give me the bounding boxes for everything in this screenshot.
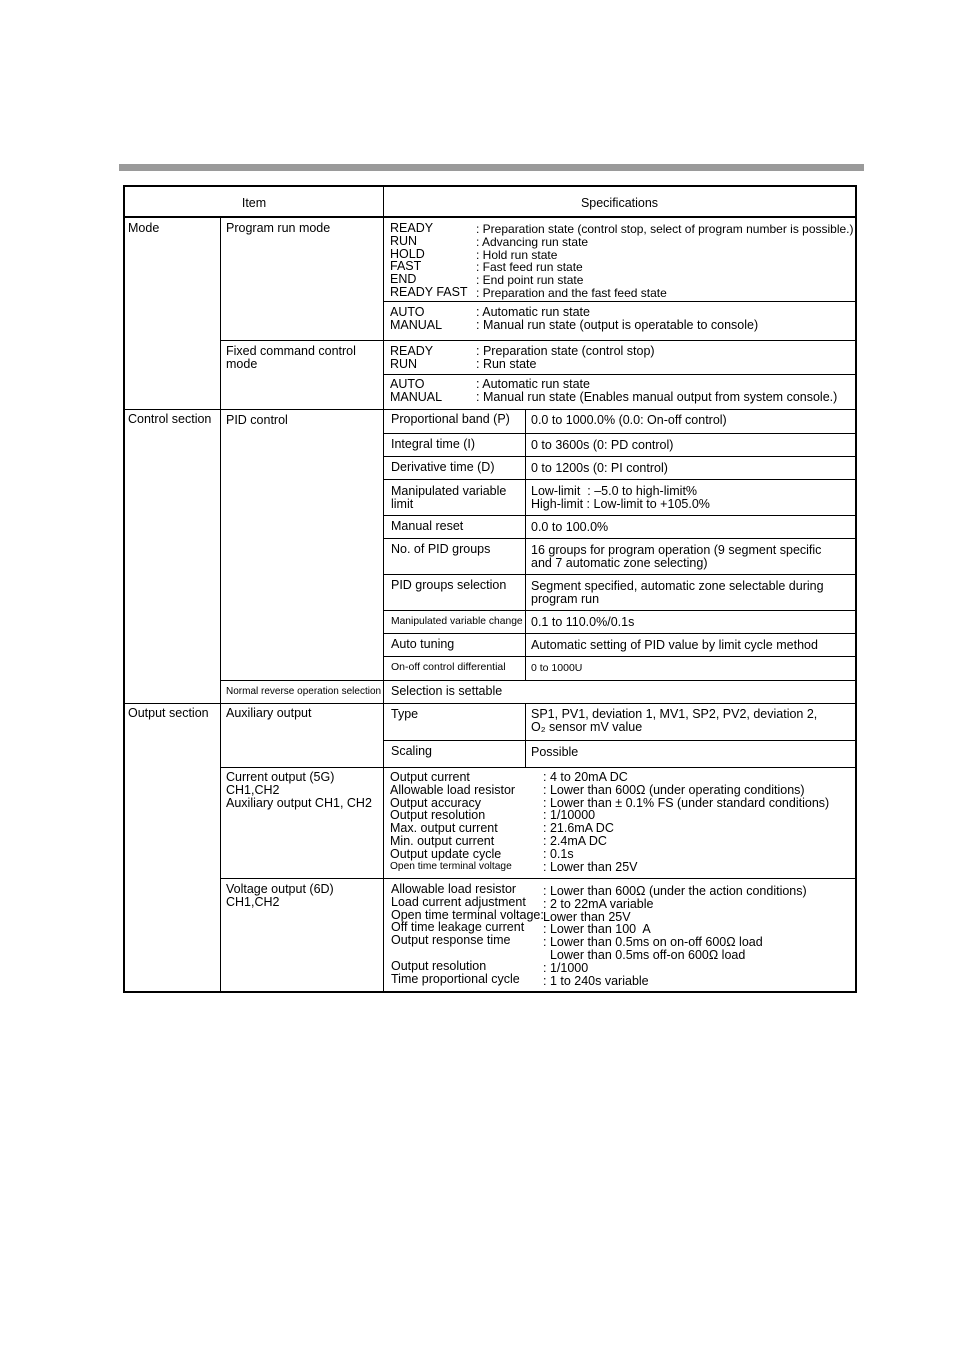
voltage-output-label: Voltage output (6D) CH1,CH2: [226, 882, 334, 909]
program-run-state-keys: READY RUN HOLD FAST END READY FAST: [390, 221, 468, 299]
program-run-auto-values: : Automatic run state : Manual run state (output is operatable to console): [476, 305, 759, 332]
current-output-keys: Output current Allowable load resistor Output accuracy Output resolution Max. output current Min. output current Output update cycle: [390, 770, 516, 861]
type-name: Type: [391, 707, 419, 721]
line: [383, 433, 855, 434]
top-rule: [119, 164, 864, 171]
spec-name: PID groups selection: [391, 578, 507, 592]
spec-name: Manipulated variable limit: [391, 484, 507, 511]
line: [383, 515, 855, 516]
line: [525, 703, 526, 767]
program-run-state-values: : Preparation state (control stop, select of program number is possible.) : Advancing run state : Hold run state : Fast feed run state : End point run state : Preparation and the fast feed state: [476, 222, 854, 300]
line: [383, 479, 855, 480]
spec-value: 0.0 to 1000.0% (0.0: On-off control): [531, 413, 727, 427]
normal-reverse-label: Normal reverse operation selection: [226, 686, 382, 697]
program-run-auto-keys: AUTO MANUAL: [390, 305, 443, 332]
spec-name: No. of PID groups: [391, 542, 491, 556]
line: [383, 740, 855, 741]
fixed-command-auto-keys: AUTO MANUAL: [390, 377, 443, 404]
fixed-command-state-keys: READY RUN: [390, 344, 434, 371]
mode-bottom: [123, 409, 857, 410]
col-divider-1: [220, 218, 221, 991]
line: [220, 680, 855, 681]
spec-value: 0.1 to 110.0%/0.1s: [531, 615, 635, 629]
auxiliary-output-label: Auxiliary output: [226, 706, 312, 720]
header-specifications: Specifications: [580, 196, 659, 210]
spec-name: Proportional band (P): [391, 412, 510, 426]
spec-value: 0 to 1000U: [531, 662, 583, 674]
mode-label: Mode: [128, 221, 160, 235]
spec-value: 0.0 to 100.0%: [531, 520, 609, 534]
scaling-value: Possible: [531, 745, 579, 759]
scaling-name: Scaling: [391, 744, 432, 758]
fixed-command-auto-values: : Automatic run state : Manual run state (Enables manual output from system console.): [476, 377, 838, 404]
type-value: SP1, PV1, deviation 1, MV1, SP2, PV2, deviation 2, O₂ sensor mV value: [531, 707, 818, 734]
spec-name: Auto tuning: [391, 637, 455, 651]
fixed-command-mode-label: Fixed command control mode: [226, 344, 356, 371]
spec-value: Low-limit : –5.0 to high-limit% High-limit : Low-limit to +105.0%: [531, 484, 710, 511]
line: [220, 878, 855, 879]
spec-name: Integral time (I): [391, 437, 476, 451]
line: [383, 610, 855, 611]
voltage-output-keys: Allowable load resistor Load current adjustment Open time terminal voltage: Off time leakage current Output response time Output resolution Time proportional cycle: [391, 882, 544, 986]
spec-value: 0 to 1200s (0: PI control): [531, 461, 668, 475]
spec-value: Automatic setting of PID value by limit cycle method: [531, 638, 818, 652]
normal-reverse-value: Selection is settable: [391, 684, 503, 698]
header-item: Item: [241, 196, 267, 210]
line: [383, 301, 855, 302]
current-output-values: : 4 to 20mA DC : Lower than 600Ω (under operating conditions) : Lower than ± 0.1% FS (under standard conditions) : 1/10000 : 21.6mA DC : 2.4mA DC : 0.1s : Lower than 25V: [543, 770, 830, 874]
spec-value: 16 groups for program operation (9 segment specific and 7 automatic zone selecting): [531, 543, 822, 570]
line: [383, 633, 855, 634]
output-section-label: Output section: [128, 706, 209, 720]
current-output-key-small: Open time terminal voltage: [390, 861, 512, 872]
line: [383, 538, 855, 539]
line: [383, 374, 855, 375]
spec-name: On-off control differential: [391, 661, 506, 673]
spec-name: Derivative time (D): [391, 460, 495, 474]
header-divider: [123, 216, 857, 218]
col-divider-2: [383, 187, 384, 991]
spec-name: Manual reset: [391, 519, 464, 533]
line: [220, 767, 855, 768]
program-run-mode-label: Program run mode: [226, 221, 331, 235]
spec-name: Manipulated variable change: [391, 616, 523, 627]
fixed-command-state-values: : Preparation state (control stop) : Run state: [476, 344, 655, 371]
line: [383, 656, 855, 657]
control-bottom: [123, 703, 857, 704]
voltage-output-values: : Lower than 600Ω (under the action conditions) : 2 to 22mA variable Lower than 25V : Lower than 100 A : Lower than 0.5ms on on-off 600Ω load Lower than 0.5ms off-on 600Ω load : 1/1000 : 1 to 240s variable: [543, 884, 807, 988]
line: [383, 574, 855, 575]
control-section-label: Control section: [128, 412, 212, 426]
spec-value: Segment specified, automatic zone selectable during program run: [531, 579, 824, 606]
line: [525, 409, 526, 680]
line: [220, 340, 855, 341]
pid-control-label: PID control: [226, 413, 288, 427]
spec-value: 0 to 3600s (0: PD control): [531, 438, 674, 452]
line: [383, 456, 855, 457]
current-output-label: Current output (5G) CH1,CH2 Auxiliary output CH1, CH2: [226, 770, 372, 810]
